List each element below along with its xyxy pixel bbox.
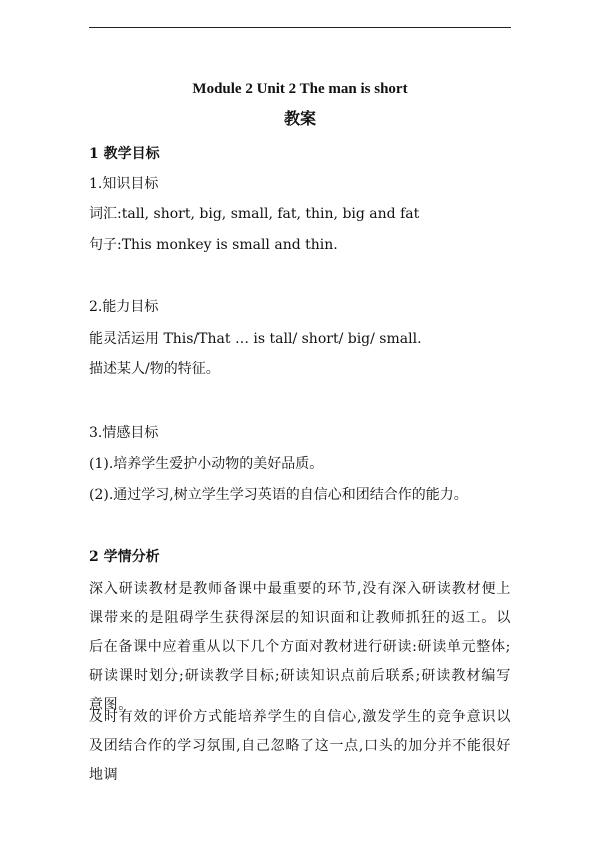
ability-goal-heading: 2.能力目标 xyxy=(89,299,159,315)
vocabulary-line: 词汇:tall, short, big, small, fat, thin, big and fat xyxy=(89,206,420,222)
ability-line-1: 能灵活运用 This/That … is tall/ short/ big/ small. xyxy=(89,331,422,347)
analysis-paragraph-2: 及时有效的评价方式能培养学生的自信心,激发学生的竞争意识以及团结合作的学习氛围,自己忽略了这一点,口头的加分并不能很好地调 xyxy=(89,709,511,783)
ability-line-2: 描述某人/物的特征。 xyxy=(89,361,220,377)
document-title: Module 2 Unit 2 The man is short xyxy=(192,81,408,97)
knowledge-goal-heading: 1.知识目标 xyxy=(89,176,159,192)
sentence-line: 句子:This monkey is small and thin. xyxy=(89,237,338,253)
section-heading-objectives: 1 教学目标 xyxy=(89,146,160,162)
analysis-paragraph-1: 深入研读教材是教师备课中最重要的环节,没有深入研读教材便上课带来的是阻碍学生获得深层的知识面和让教师抓狂的返工。以后在备课中应着重从以下几个方面对教材进行研读:研读单元整体;研读课时划分;研读教学目标;研读知识点前后联系;研读教材编写意图。 xyxy=(89,581,511,713)
section-heading-analysis: 2 学情分析 xyxy=(89,549,160,565)
document-subtitle: 教案 xyxy=(283,109,316,128)
emotion-item-1: (1).培养学生爱护小动物的美好品质。 xyxy=(89,456,324,472)
header-rule xyxy=(89,27,511,28)
emotion-goal-heading: 3.情感目标 xyxy=(89,425,159,441)
emotion-item-2: (2).通过学习,树立学生学习英语的自信心和团结合作的能力。 xyxy=(89,487,468,503)
